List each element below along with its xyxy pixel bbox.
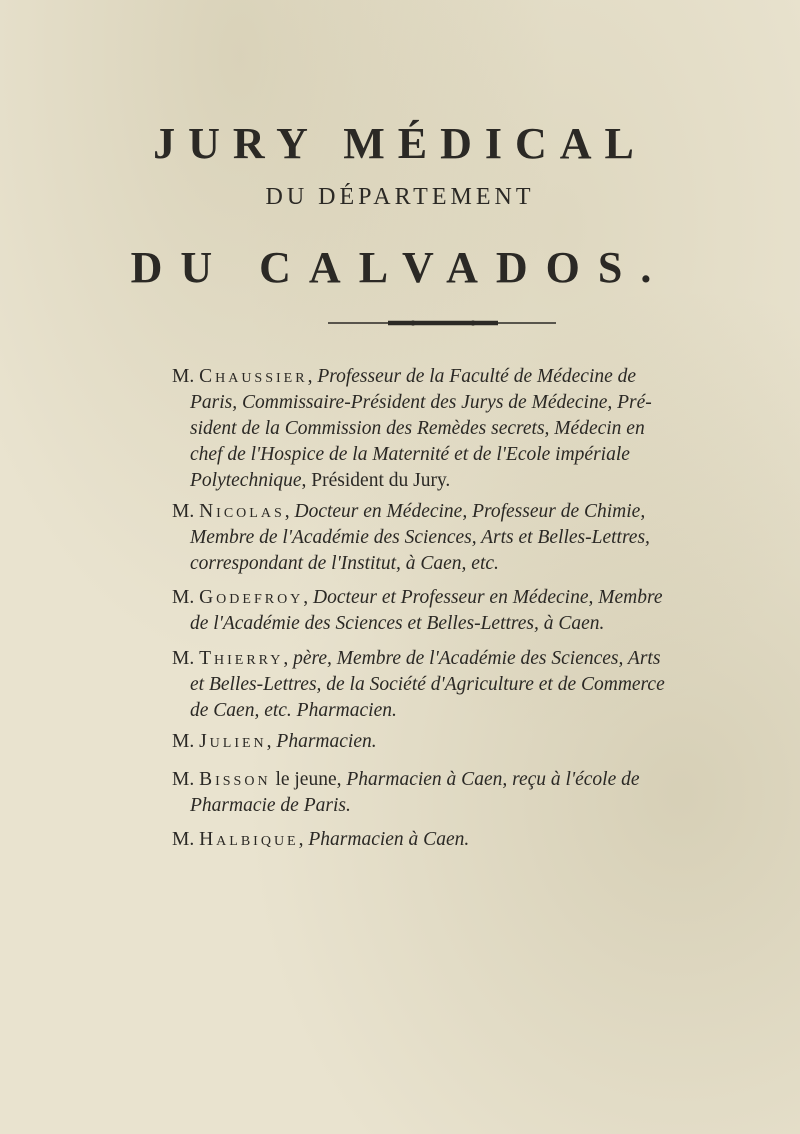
member-name: Julien (199, 731, 267, 752)
member-desc-line: de l'Académie des Sciences et Belles-Lettres, à Caen. (190, 613, 605, 634)
member-title: M. (172, 829, 195, 850)
member-title: M. (172, 769, 195, 790)
member-name: Godefroy (199, 587, 304, 608)
member-desc-line: de Caen, etc. Pharmacien. (190, 700, 397, 721)
heading-du-calvados: DU CALVADOS. (130, 243, 670, 292)
member-desc-line: Membre de l'Académie des Sciences, Arts et Belles-Lettres, (190, 527, 650, 548)
member-desc-line: Pharmacien à Caen, reçu à l'école de (346, 769, 640, 790)
member-name: Thierry (199, 648, 284, 669)
member-name: Chaussier (199, 366, 308, 387)
member-title: M. (172, 648, 195, 669)
member-name: Bisson (199, 769, 271, 790)
ornamental-rule (328, 320, 556, 326)
member-qualifier: le jeune, (275, 769, 342, 790)
heading-jury-medical: JURY MÉDICAL (153, 119, 647, 168)
member-entry-bisson (172, 767, 747, 819)
member-desc-line: père, Membre de l'Académie des Sciences, Arts (293, 648, 661, 669)
member-entry-halbique: M. Halbique, Pharmacien à Caen. (172, 829, 470, 850)
member-entry-thierry: M. Thierry, père, Membre de l'Académie des Sciences, Arts et Belles-Lettres, de la Société d'Agriculture et de Commerce de Caen, etc. Pharmacien. (172, 646, 747, 724)
member-name: Nicolas (199, 501, 285, 522)
member-name: Halbique (199, 829, 299, 850)
member-desc-line: Polytechnique (190, 470, 302, 491)
heading-du-departement: DU DÉPARTEMENT (265, 184, 535, 210)
member-entry-julien: M. Julien, Pharmacien. (172, 731, 377, 752)
member-entry-godefroy: M. Godefroy, Docteur et Professeur en Médecine, Membre de l'Académie des Sciences et Belles-Lettres, à Caen. (172, 585, 747, 637)
member-desc-line: Pharmacien. (276, 731, 377, 752)
member-desc-line: et Belles-Lettres, de la Société d'Agriculture et de Commerce (190, 674, 665, 695)
member-title: M. (172, 731, 195, 752)
member-entry-nicolas: M. Nicolas, Docteur en Médecine, Professeur de Chimie, Membre de l'Académie des Sciences, Arts et Belles-Lettres, correspondant de l'Institut, à Caen, etc. (172, 499, 747, 577)
member-title: M. (172, 587, 195, 608)
member-desc-line: Paris, Commissaire-Président des Jurys de Médecine, Pré- (190, 392, 652, 413)
member-title: M. (172, 501, 195, 522)
member-desc-line: correspondant de l'Institut, à Caen, etc. (190, 553, 499, 574)
member-entry-chaussier: M. Chaussier, Professeur de la Faculté de Médecine de Paris, Commissaire-Président des Jurys de Médecine, Pré- sident de la Commission des Remèdes secrets, Médecin en chef de l'Hospice de la Maternité et de l'Ecole impériale Polytechnique, Président du Jury. (172, 364, 747, 494)
member-desc-line: Docteur en Médecine, Professeur de Chimie, (294, 501, 646, 522)
member-desc-line: Pharmacie de Paris. (190, 795, 351, 816)
member-desc-line: , Président du Jury. (301, 470, 451, 491)
member-desc-line: Pharmacien à Caen. (308, 829, 470, 850)
member-desc-line: chef de l'Hospice de la Maternité et de l'Ecole impériale (190, 444, 630, 465)
member-title: M. (172, 366, 195, 387)
member-desc-line: Docteur et Professeur en Médecine, Membre (313, 587, 663, 608)
member-desc-line: sident de la Commission des Remèdes secrets, Médecin en (190, 418, 645, 439)
member-desc-line: Professeur de la Faculté de Médecine de (317, 366, 637, 387)
